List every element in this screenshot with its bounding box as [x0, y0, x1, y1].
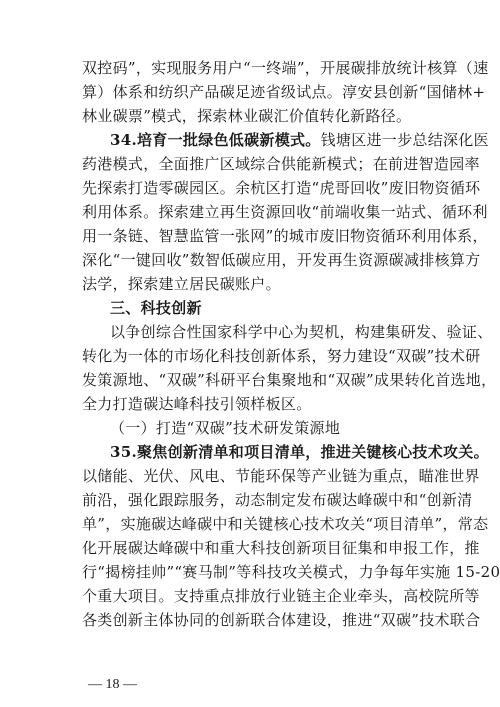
- page-number: — 18 —: [88, 677, 137, 692]
- text-line: 行“揭榜挂帅”“赛马制”等科技攻关模式，力争每年实施 15-20: [82, 563, 500, 581]
- text-line: 深化“一键回收”数智低碳应用，开发再生资源碳减排核算方: [82, 251, 481, 269]
- text-line: 以储能、光伏、风电、节能环保等产业链为重点，瞄准世界: [82, 467, 480, 485]
- subsection-heading: （一）打造“双碳”技术研发策源地: [110, 419, 341, 437]
- text-line: 发策源地、“双碳”科研平台集聚地和“双碳”成果转化首选地，: [82, 371, 497, 389]
- text-line: 利用体系。探索建立再生资源回收“前端收集一站式、循环利: [82, 203, 488, 221]
- text-line: 林业碳票”模式，探索林业碳汇价值转化新路径。: [82, 107, 412, 125]
- text-line: 个重大项目。支持重点排放行业链主企业牵头，高校院所等: [82, 587, 480, 605]
- text-line: 全力打造碳达峰科技引领样板区。: [82, 395, 312, 413]
- text-line: 药港模式，全面推广区域综合供能新模式；在前进智造园率: [82, 155, 480, 173]
- text-line: 单”，实施碳达峰碳中和关键核心技术攻关“项目清单”，常态: [82, 515, 489, 533]
- section-34-text: 钱塘区进一步总结深化医: [320, 131, 489, 149]
- text-line: 化开展碳达峰碳中和重大科技创新项目征集和申报工作，推: [82, 539, 480, 557]
- text-line: 转化为一体的市场化科技创新体系，努力建设“双碳”技术研: [82, 347, 481, 365]
- section-34-heading: 34.培育一批绿色低碳新模式。: [110, 131, 321, 149]
- text-line: 先探索打造零碳园区。余杭区打造“虎哥回收”废旧物资循环: [82, 179, 481, 197]
- text-line: 前沿，强化跟踪服务，动态制定发布碳达峰碳中和“创新清: [82, 491, 473, 509]
- text-line: 以争创综合性国家科学中心为契机，构建集研发、验证、: [110, 323, 493, 341]
- text-line: 法学，探索建立居民碳账户。: [82, 275, 281, 293]
- section-35-heading: 35.聚焦创新清单和项目清单，推进关键核心技术攻关。: [110, 443, 489, 461]
- text-line: 算）体系和纺织产品碳足迹省级试点。淳安县创新“国储林+: [82, 83, 486, 101]
- text-line: 双控码”，实现服务用户“一终端”，开展碳排放统计核算（速: [82, 59, 489, 77]
- text-line: 用一条链、智慧监管一张网”的城市废旧物资循环利用体系，: [82, 227, 488, 245]
- section-34-line: [110, 130, 489, 150]
- text-line: 各类创新主体协同的创新联合体建设，推进“双碳”技术联合: [82, 611, 481, 629]
- section-heading-tech: 三、科技创新: [110, 299, 202, 317]
